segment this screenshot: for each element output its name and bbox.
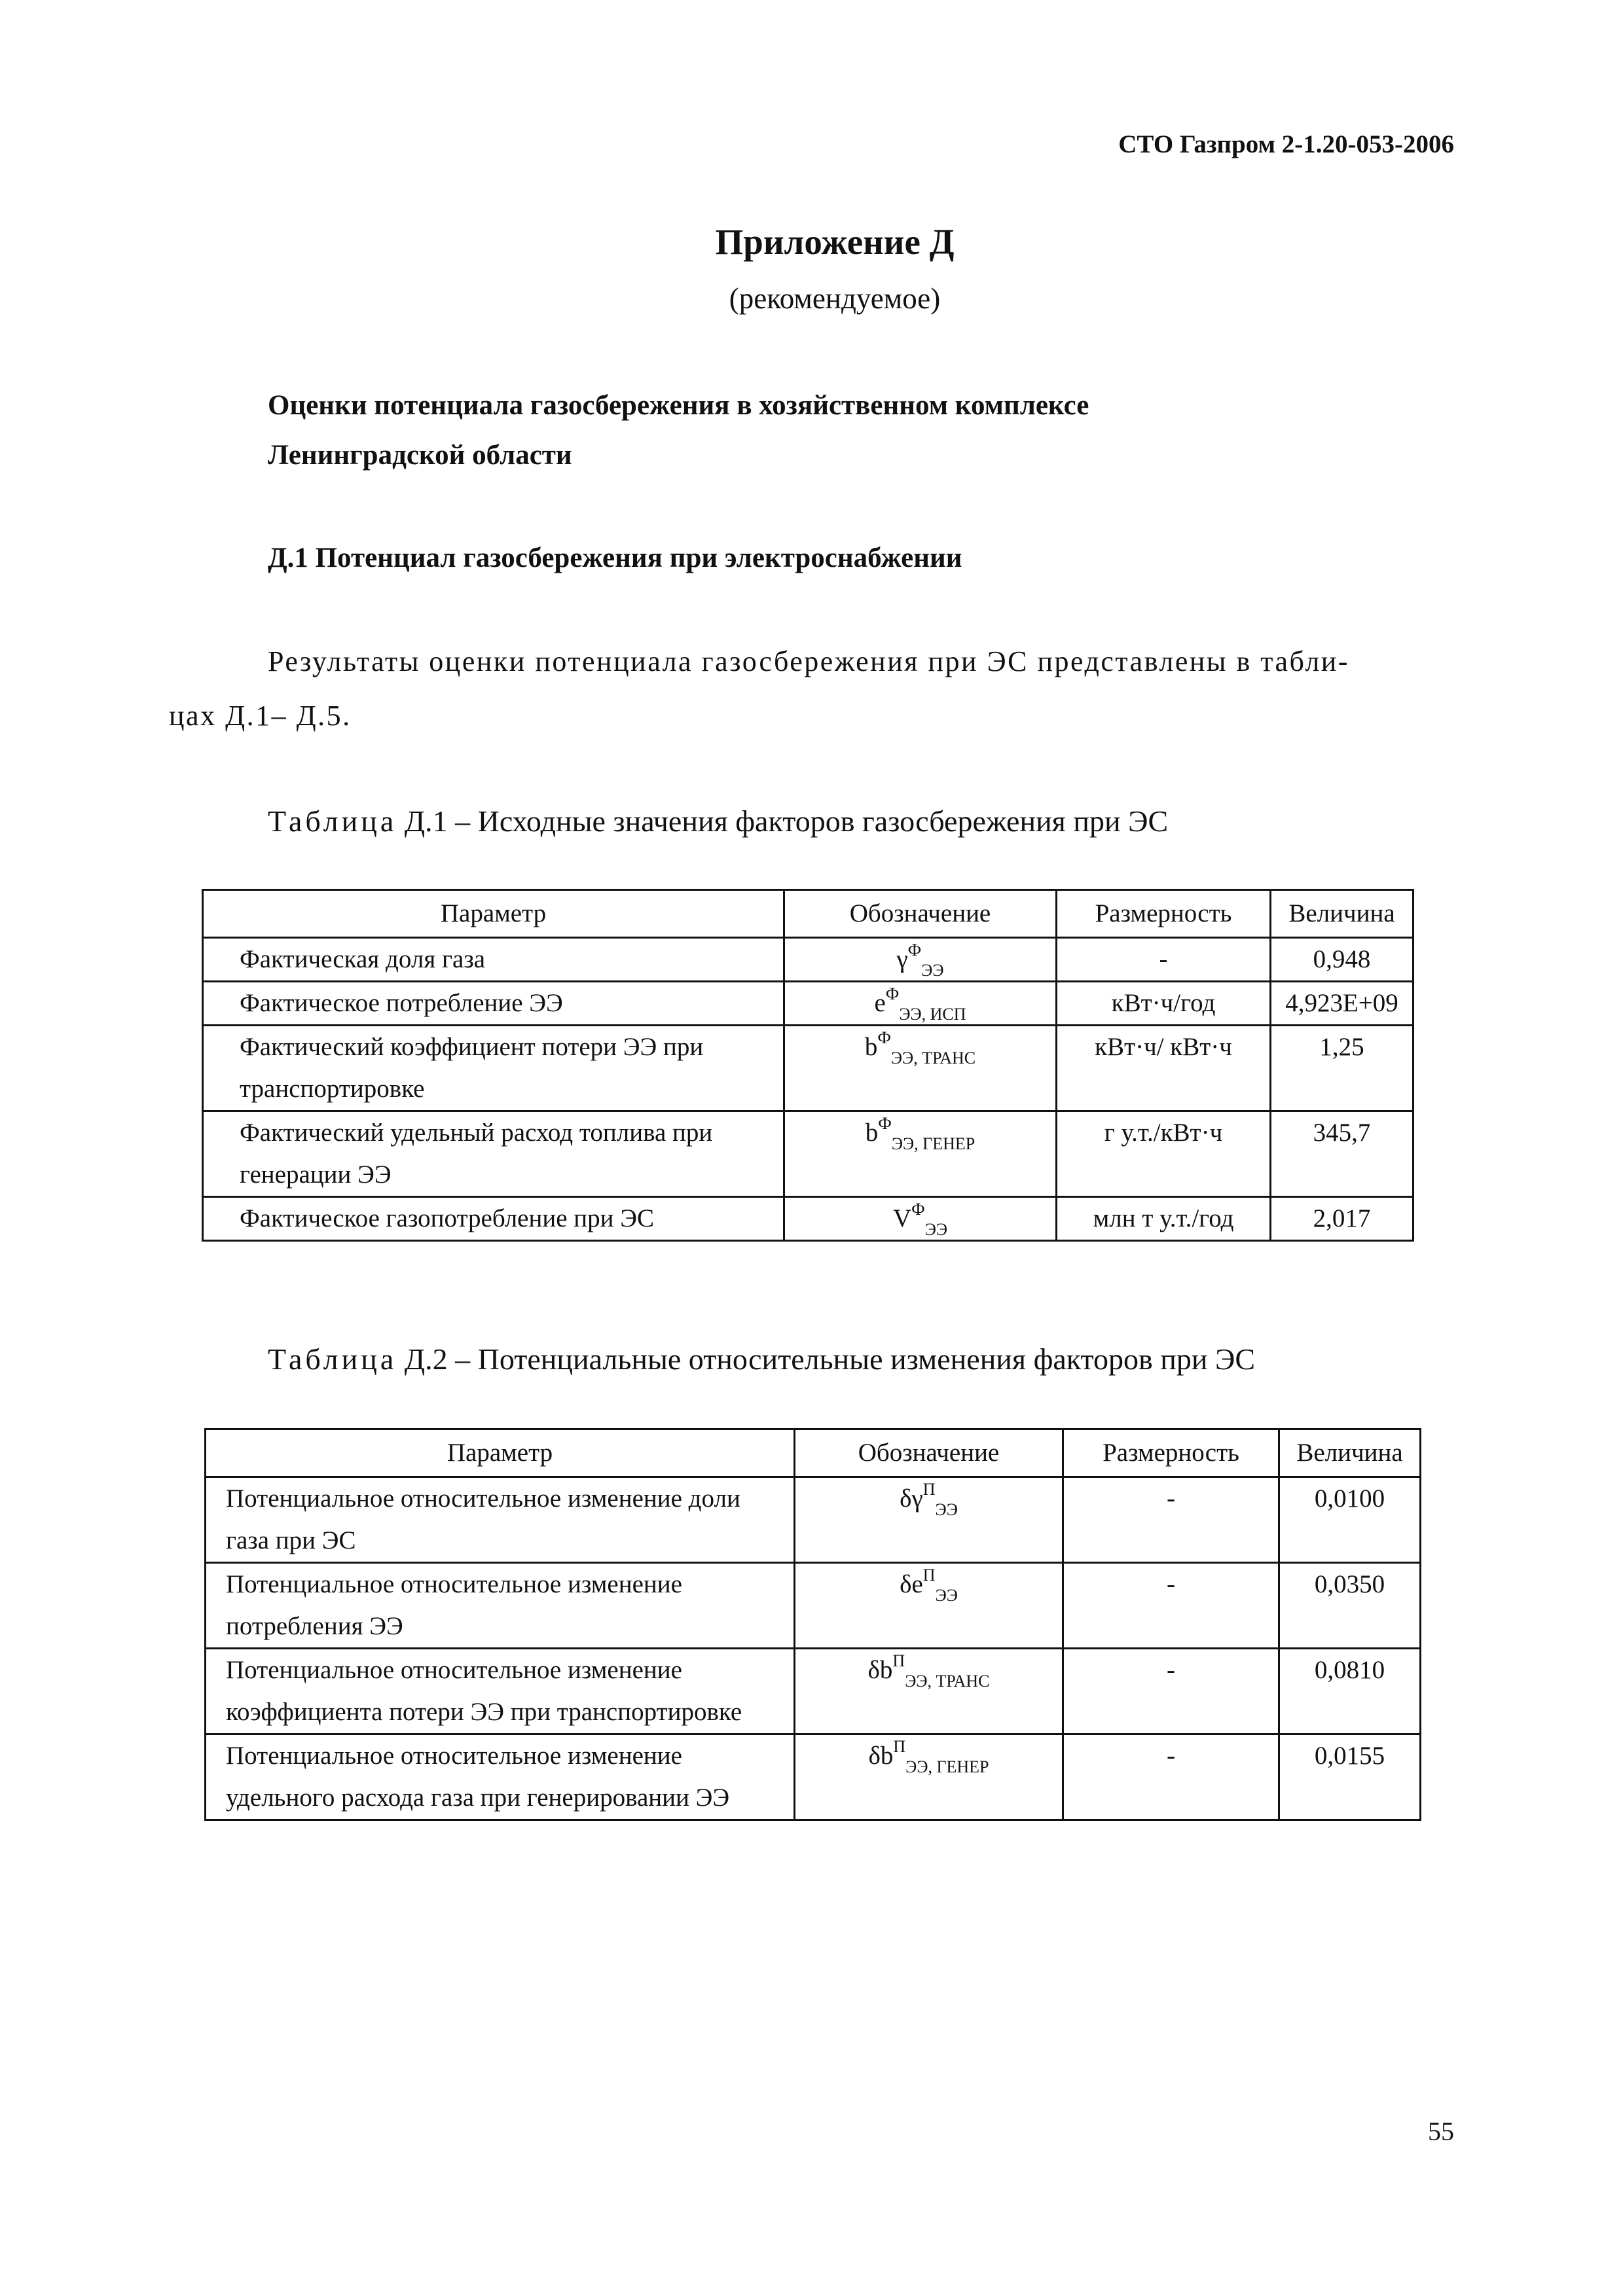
parameter-cell xyxy=(203,982,784,1026)
parameter-line: Фактическое газопотребление при ЭС xyxy=(240,1204,655,1232)
symbol xyxy=(896,941,944,980)
table1-caption-word: Таблица xyxy=(268,804,397,838)
parameter-cell xyxy=(203,938,784,982)
unit-cell: - xyxy=(1063,1649,1279,1734)
parameter-cell xyxy=(203,1197,784,1241)
parameter-cell xyxy=(203,1026,784,1111)
symbol-base: e xyxy=(874,989,886,1017)
symbol-superscript: П xyxy=(922,1480,936,1499)
symbol-subscript: ЭЭ xyxy=(935,1499,958,1519)
unit-cell: - xyxy=(1063,1477,1279,1563)
symbol-superscript: Ф xyxy=(885,984,900,1003)
table-1 xyxy=(202,889,1414,1242)
symbol-base: b xyxy=(865,1119,879,1147)
parameter-line: Фактическое потребление ЭЭ xyxy=(240,989,563,1017)
symbol-base: δb xyxy=(867,1656,893,1684)
value-cell: 0,0100 xyxy=(1279,1477,1421,1563)
symbol-cell xyxy=(795,1563,1063,1649)
symbol-base: δe xyxy=(900,1570,923,1598)
parameter-line: Фактический удельный расход топлива при xyxy=(240,1119,713,1147)
section-title-line1: Оценки потенциала газосбережения в хозяйственном комплексе xyxy=(268,390,1089,421)
symbol xyxy=(900,1566,958,1605)
symbol-base: δγ xyxy=(900,1484,923,1513)
value-cell: 4,923Е+09 xyxy=(1271,982,1413,1026)
parameter-line: удельного расхода газа при генерировании ЭЭ xyxy=(226,1784,730,1812)
parameter-line: потребления ЭЭ xyxy=(226,1612,403,1640)
symbol-cell xyxy=(795,1649,1063,1734)
parameter-cell xyxy=(206,1649,795,1734)
table2-caption-word: Таблица xyxy=(268,1342,397,1376)
symbol-subscript: ЭЭ, ИСП xyxy=(899,1004,966,1024)
appendix-subtitle: (рекомендуемое) xyxy=(729,282,941,315)
symbol xyxy=(892,1200,948,1239)
symbol xyxy=(864,1028,976,1067)
symbol-cell xyxy=(795,1477,1063,1563)
symbol-subscript: ЭЭ xyxy=(935,1585,958,1605)
symbol-cell xyxy=(795,1734,1063,1820)
standard-code: СТО Газпром 2-1.20-053-2006 xyxy=(1118,130,1454,158)
symbol-subscript: ЭЭ xyxy=(924,1219,948,1239)
parameter-line: транспортировке xyxy=(240,1075,425,1103)
symbol-subscript: ЭЭ, ГЕНЕР xyxy=(891,1134,976,1153)
symbol-superscript: П xyxy=(892,1651,905,1670)
table1-caption-rest: Д.1 – Исходные значения факторов газосбережения при ЭС xyxy=(397,804,1169,838)
symbol-superscript: Ф xyxy=(877,1028,891,1047)
parameter-line: Потенциальное относительное изменение xyxy=(226,1742,682,1770)
table-row xyxy=(206,1477,1421,1563)
parameter-cell xyxy=(203,1111,784,1197)
unit-cell: - xyxy=(1057,938,1271,982)
symbol-cell xyxy=(784,1111,1057,1197)
paragraph-line1: Результаты оценки потенциала газосбережения при ЭС представлены в табли- xyxy=(268,645,1350,677)
symbol-base: γ xyxy=(896,945,908,973)
value-cell: 2,017 xyxy=(1271,1197,1413,1241)
value-cell: 0,0810 xyxy=(1279,1649,1421,1734)
unit-cell: - xyxy=(1063,1734,1279,1820)
symbol-superscript: Ф xyxy=(878,1114,892,1133)
symbol-subscript: ЭЭ xyxy=(921,960,944,980)
table2-caption-rest: Д.2 – Потенциальные относительные изменения факторов при ЭС xyxy=(397,1342,1256,1376)
header-unit: Размерность xyxy=(1063,1429,1279,1477)
parameter-line: газа при ЭС xyxy=(226,1526,356,1554)
symbol-superscript: П xyxy=(922,1566,936,1585)
unit-cell: млн т у.т./год xyxy=(1057,1197,1271,1241)
table-2 xyxy=(204,1428,1421,1821)
symbol-superscript: Ф xyxy=(911,1200,925,1219)
symbol-subscript: ЭЭ, ТРАНС xyxy=(905,1671,990,1691)
table-header-row xyxy=(203,890,1413,938)
symbol-superscript: Ф xyxy=(907,941,922,960)
unit-cell: - xyxy=(1063,1563,1279,1649)
table-row xyxy=(206,1563,1421,1649)
header-symbol: Обозначение xyxy=(784,890,1057,938)
parameter-line: Потенциальное относительное изменение xyxy=(226,1656,682,1684)
symbol xyxy=(874,984,966,1024)
value-cell: 0,0350 xyxy=(1279,1563,1421,1649)
unit-cell: г у.т./кВт·ч xyxy=(1057,1111,1271,1197)
header-parameter: Параметр xyxy=(203,890,784,938)
header-value: Величина xyxy=(1271,890,1413,938)
symbol-base: b xyxy=(864,1033,878,1061)
value-cell: 0,0155 xyxy=(1279,1734,1421,1820)
symbol xyxy=(868,1737,989,1776)
parameter-line: Потенциальное относительное изменение доли xyxy=(226,1484,740,1513)
symbol xyxy=(865,1114,976,1153)
appendix-title: Приложение Д xyxy=(715,222,955,262)
paragraph-line2: цах Д.1– Д.5. xyxy=(169,700,352,732)
section-title-line2: Ленинградской области xyxy=(268,440,572,471)
value-cell: 0,948 xyxy=(1271,938,1413,982)
value-cell: 345,7 xyxy=(1271,1111,1413,1197)
table1-caption xyxy=(268,804,1168,838)
header-parameter: Параметр xyxy=(206,1429,795,1477)
subsection-title: Д.1 Потенциал газосбережения при электроснабжении xyxy=(268,543,962,573)
symbol-subscript: ЭЭ, ГЕНЕР xyxy=(905,1757,989,1776)
table-header-row xyxy=(206,1429,1421,1477)
header-unit: Размерность xyxy=(1057,890,1271,938)
symbol-base: δb xyxy=(868,1742,894,1770)
unit-cell: кВт·ч/год xyxy=(1057,982,1271,1026)
table-row xyxy=(206,1649,1421,1734)
symbol-cell xyxy=(784,982,1057,1026)
symbol-subscript: ЭЭ, ТРАНС xyxy=(890,1048,976,1067)
header-symbol: Обозначение xyxy=(795,1429,1063,1477)
parameter-cell xyxy=(206,1477,795,1563)
symbol-superscript: П xyxy=(893,1737,906,1756)
symbol-base: V xyxy=(892,1204,912,1232)
symbol xyxy=(867,1651,990,1691)
parameter-line: Фактическая доля газа xyxy=(240,945,486,973)
table2-caption xyxy=(268,1342,1255,1376)
value-cell: 1,25 xyxy=(1271,1026,1413,1111)
parameter-line: генерации ЭЭ xyxy=(240,1160,392,1189)
unit-cell: кВт·ч/ кВт·ч xyxy=(1057,1026,1271,1111)
table-row xyxy=(203,982,1413,1026)
parameter-line: коэффициента потери ЭЭ при транспортировке xyxy=(226,1698,742,1726)
symbol-cell xyxy=(784,1026,1057,1111)
symbol xyxy=(900,1480,958,1519)
parameter-line: Потенциальное относительное изменение xyxy=(226,1570,682,1598)
table-row xyxy=(206,1734,1421,1820)
table-row xyxy=(203,1026,1413,1111)
table-row xyxy=(203,938,1413,982)
header-value: Величина xyxy=(1279,1429,1421,1477)
parameter-cell xyxy=(206,1734,795,1820)
symbol-cell xyxy=(784,1197,1057,1241)
page-number: 55 xyxy=(1428,2117,1454,2146)
parameter-cell xyxy=(206,1563,795,1649)
symbol-cell xyxy=(784,938,1057,982)
table-row xyxy=(203,1111,1413,1197)
parameter-line: Фактический коэффициент потери ЭЭ при xyxy=(240,1033,704,1061)
table-row xyxy=(203,1197,1413,1241)
